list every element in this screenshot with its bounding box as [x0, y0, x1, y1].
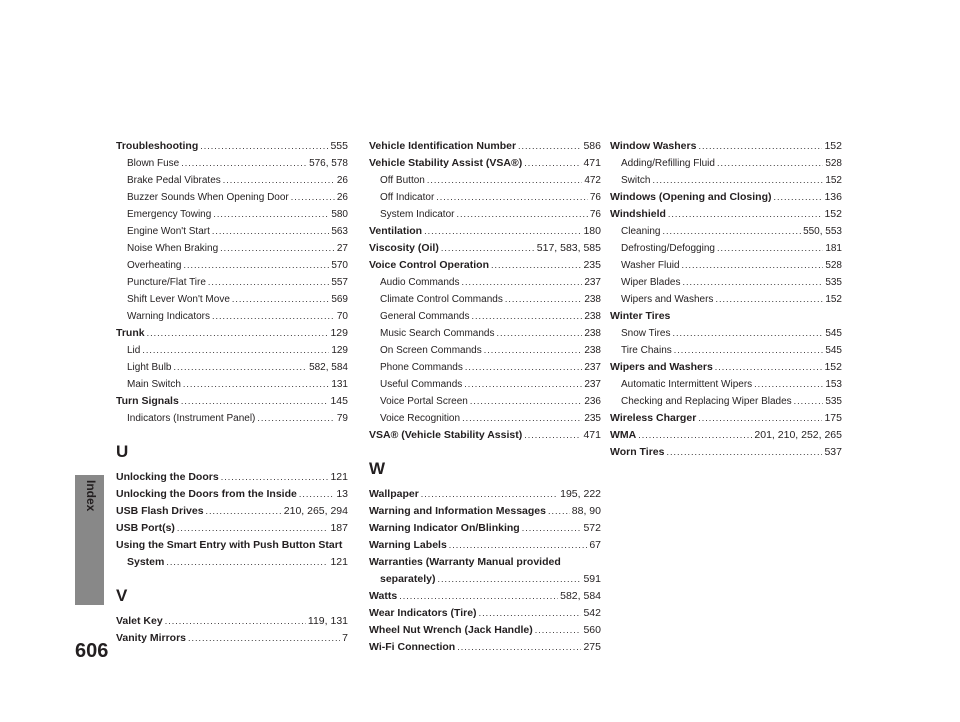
- page-reference[interactable]: 542: [583, 607, 601, 619]
- page-reference[interactable]: 13: [336, 488, 348, 500]
- index-term: Brake Pedal Vibrates: [127, 175, 221, 186]
- index-term: Viscosity (Oil): [369, 242, 439, 254]
- index-subentry[interactable]: [369, 376, 601, 393]
- page-reference[interactable]: 545: [825, 328, 842, 339]
- index-term: Warning and Information Messages: [369, 505, 546, 517]
- index-subentry[interactable]: [610, 342, 842, 359]
- index-term: Adding/Refilling Fluid: [621, 158, 715, 169]
- index-term: Wipers and Washers: [610, 361, 713, 373]
- index-entry[interactable]: [610, 138, 842, 155]
- index-subentry[interactable]: [116, 359, 348, 376]
- page-reference[interactable]: 119, 131: [307, 615, 348, 627]
- index-term: Off Indicator: [380, 192, 435, 203]
- dot-leader: [165, 613, 306, 630]
- index-term: Blown Fuse: [127, 158, 180, 169]
- index-term: Windshield: [610, 208, 666, 220]
- dot-leader: [672, 325, 823, 342]
- index-term: Valet Key: [116, 615, 163, 627]
- dot-leader: [470, 393, 582, 410]
- dot-leader: [456, 206, 587, 223]
- index-entry[interactable]: [369, 605, 601, 622]
- dot-leader: [449, 537, 588, 554]
- page-reference[interactable]: 471: [583, 157, 601, 169]
- index-subentry[interactable]: [116, 206, 348, 223]
- dot-leader: [441, 240, 535, 257]
- dot-leader: [698, 410, 822, 427]
- page-reference[interactable]: 187: [330, 522, 348, 534]
- dot-leader: [461, 274, 582, 291]
- index-subentry[interactable]: [116, 410, 348, 427]
- index-term: Winter Tires: [610, 310, 671, 322]
- page-reference[interactable]: 136: [824, 191, 842, 203]
- index-term: Voice Recognition: [380, 413, 461, 424]
- side-tab-label: Index: [84, 480, 98, 512]
- index-term: Wi-Fi Connection: [369, 641, 456, 653]
- page-number: 606: [75, 640, 109, 662]
- index-term: Phone Commands: [380, 362, 463, 373]
- dot-leader: [754, 376, 823, 393]
- page-reference[interactable]: 26: [336, 175, 348, 186]
- index-entry[interactable]: [369, 155, 601, 172]
- index-entry[interactable]: [369, 639, 601, 656]
- index-term: Wheel Nut Wrench (Jack Handle): [369, 624, 533, 636]
- dot-leader: [221, 469, 329, 486]
- index-subentry[interactable]: [610, 291, 842, 308]
- page-reference[interactable]: 582, 584: [309, 362, 348, 373]
- index-term: Unlocking the Doors: [116, 471, 219, 483]
- page-reference[interactable]: 582, 584: [560, 590, 601, 602]
- index-term: On Screen Commands: [380, 345, 482, 356]
- dot-leader: [142, 342, 329, 359]
- index-entry[interactable]: [369, 138, 601, 155]
- index-term: Climate Control Commands: [380, 294, 503, 305]
- index-term: Wipers and Washers: [621, 294, 714, 305]
- index-entry[interactable]: [369, 554, 601, 588]
- index-term: Checking and Replacing Wiper Blades: [621, 396, 792, 407]
- dot-leader: [668, 206, 823, 223]
- index-subentry[interactable]: [369, 206, 601, 223]
- page-reference[interactable]: 129: [330, 327, 348, 339]
- index-term: Warning Indicators: [127, 311, 210, 322]
- page-reference[interactable]: 275: [583, 641, 601, 653]
- index-term: Voice Portal Screen: [380, 396, 468, 407]
- index-entry[interactable]: [369, 588, 601, 605]
- index-term: Troubleshooting: [116, 140, 199, 152]
- index-subentry[interactable]: [116, 376, 348, 393]
- page-reference[interactable]: 237: [584, 277, 601, 288]
- dot-leader: [208, 274, 329, 291]
- dot-leader: [399, 588, 558, 605]
- index-subentry[interactable]: [369, 291, 601, 308]
- index-subentry[interactable]: [610, 257, 842, 274]
- page-reference[interactable]: 557: [331, 277, 348, 288]
- index-entry[interactable]: [610, 427, 842, 444]
- page-reference[interactable]: 537: [824, 446, 842, 458]
- index-subentry[interactable]: [610, 155, 842, 172]
- index-section-letter: U: [116, 442, 129, 461]
- index-term: Wear Indicators (Tire): [369, 607, 477, 619]
- dot-leader: [479, 605, 582, 622]
- dot-leader: [666, 444, 822, 461]
- index-subentry[interactable]: [610, 376, 842, 393]
- dot-leader: [682, 274, 823, 291]
- dot-leader: [424, 223, 581, 240]
- index-term: WMA: [610, 429, 637, 441]
- page-reference[interactable]: 181: [825, 243, 842, 254]
- index-term: Overheating: [127, 260, 182, 271]
- index-term: Music Search Commands: [380, 328, 495, 339]
- index-entry[interactable]: [116, 138, 348, 155]
- dot-leader: [183, 257, 329, 274]
- index-term: Using the Smart Entry with Push Button Start: [116, 539, 343, 551]
- page-reference[interactable]: 195, 222: [560, 488, 601, 500]
- index-entry[interactable]: [116, 393, 348, 410]
- page-reference[interactable]: 238: [584, 345, 601, 356]
- page-reference[interactable]: 153: [825, 379, 842, 390]
- dot-leader: [682, 257, 824, 274]
- dot-leader: [173, 359, 307, 376]
- page-reference[interactable]: 528: [825, 158, 842, 169]
- page-reference[interactable]: 67: [589, 539, 601, 551]
- page-reference[interactable]: 236: [584, 396, 601, 407]
- index-column-1: [116, 138, 348, 647]
- index-term-continued: separately): [380, 573, 436, 585]
- dot-leader: [147, 325, 329, 342]
- page-reference[interactable]: 79: [336, 413, 348, 424]
- page-reference[interactable]: 238: [584, 294, 601, 305]
- dot-leader: [200, 138, 328, 155]
- page-reference[interactable]: 121: [330, 556, 348, 568]
- index-term: Lid: [127, 345, 141, 356]
- index-term: Useful Commands: [380, 379, 463, 390]
- index-term: Engine Won't Start: [127, 226, 210, 237]
- page-reference[interactable]: 152: [824, 140, 842, 152]
- index-subentry[interactable]: [610, 172, 842, 189]
- dot-leader: [652, 172, 823, 189]
- dot-leader: [220, 240, 335, 257]
- index-entry[interactable]: [610, 308, 842, 325]
- dot-leader: [773, 189, 822, 206]
- page-reference[interactable]: 70: [336, 311, 348, 322]
- index-subentry[interactable]: [369, 359, 601, 376]
- page-reference[interactable]: 528: [825, 260, 842, 271]
- index-term: Defrosting/Defogging: [621, 243, 715, 254]
- index-term: Vehicle Stability Assist (VSA®): [369, 157, 523, 169]
- index-entry[interactable]: [369, 537, 601, 554]
- index-term: Tire Chains: [621, 345, 672, 356]
- index-subentry[interactable]: [369, 410, 601, 427]
- index-term: Wiper Blades: [621, 277, 681, 288]
- page-reference[interactable]: 569: [331, 294, 348, 305]
- index-subentry[interactable]: [116, 342, 348, 359]
- index-term-continued: System: [127, 556, 165, 568]
- dot-leader: [548, 503, 570, 520]
- index-term: Audio Commands: [380, 277, 460, 288]
- page-reference[interactable]: 88, 90: [571, 505, 601, 517]
- dot-leader: [188, 630, 340, 647]
- index-entry[interactable]: [116, 630, 348, 647]
- index-term: System Indicator: [380, 209, 455, 220]
- index-entry[interactable]: [369, 223, 601, 240]
- index-subentry[interactable]: [610, 274, 842, 291]
- page-reference[interactable]: 472: [584, 175, 601, 186]
- dot-leader: [715, 359, 823, 376]
- index-subentry[interactable]: [116, 291, 348, 308]
- dot-leader: [183, 376, 329, 393]
- index-term: Ventilation: [369, 225, 423, 237]
- dot-leader: [794, 393, 824, 410]
- index-subentry[interactable]: [116, 172, 348, 189]
- page-reference[interactable]: 7: [342, 632, 348, 644]
- page-reference[interactable]: 517, 583, 585: [536, 242, 601, 254]
- index-entry[interactable]: [369, 503, 601, 520]
- index-subentry[interactable]: [116, 189, 348, 206]
- dot-leader: [662, 223, 801, 240]
- dot-leader: [522, 520, 582, 537]
- dot-leader: [717, 240, 823, 257]
- index-term: Worn Tires: [610, 446, 665, 458]
- index-subentry[interactable]: [610, 240, 842, 257]
- index-subentry[interactable]: [116, 155, 348, 172]
- index-term: Turn Signals: [116, 395, 179, 407]
- page-reference[interactable]: 535: [825, 277, 842, 288]
- page-reference[interactable]: 76: [589, 192, 601, 203]
- index-section-letter: V: [116, 586, 128, 605]
- page-reference[interactable]: 235: [584, 413, 601, 424]
- page-reference[interactable]: 26: [336, 192, 348, 203]
- dot-leader: [717, 155, 823, 172]
- index-entry[interactable]: [369, 257, 601, 274]
- page-reference[interactable]: 572: [583, 522, 601, 534]
- dot-leader: [212, 308, 335, 325]
- page-reference[interactable]: 27: [336, 243, 348, 254]
- page-reference[interactable]: 576, 578: [309, 158, 348, 169]
- index-entry[interactable]: [369, 486, 601, 503]
- dot-leader: [223, 172, 335, 189]
- index-entry[interactable]: [116, 486, 348, 503]
- index-term: Vehicle Identification Number: [369, 140, 517, 152]
- index-entry[interactable]: [369, 240, 601, 257]
- dot-leader: [437, 571, 581, 588]
- index-term: Main Switch: [127, 379, 181, 390]
- index-term: Warranties (Warranty Manual provided: [369, 556, 561, 568]
- page-reference[interactable]: 152: [825, 175, 842, 186]
- index-term: Off Button: [380, 175, 425, 186]
- dot-leader: [674, 342, 824, 359]
- index-entry[interactable]: [116, 520, 348, 537]
- index-column-3: [610, 138, 842, 461]
- page-reference[interactable]: 586: [583, 140, 601, 152]
- index-subentry[interactable]: [369, 308, 601, 325]
- page-reference[interactable]: 237: [584, 379, 601, 390]
- index-section-letter: W: [369, 459, 386, 478]
- page-reference[interactable]: 563: [331, 226, 348, 237]
- page-reference[interactable]: 131: [331, 379, 348, 390]
- dot-leader: [524, 155, 581, 172]
- index-term: Buzzer Sounds When Opening Door: [127, 192, 289, 203]
- index-entry[interactable]: [369, 520, 601, 537]
- index-entry[interactable]: [610, 206, 842, 223]
- dot-leader: [715, 291, 823, 308]
- index-term: Wireless Charger: [610, 412, 697, 424]
- index-subentry[interactable]: [116, 274, 348, 291]
- dot-leader: [491, 257, 581, 274]
- page-reference[interactable]: 121: [330, 471, 348, 483]
- dot-leader: [206, 503, 282, 520]
- index-term: Voice Control Operation: [369, 259, 489, 271]
- dot-leader: [518, 138, 581, 155]
- page-reference[interactable]: 560: [583, 624, 601, 636]
- index-subentry[interactable]: [610, 325, 842, 342]
- index-term: Light Bulb: [127, 362, 172, 373]
- index-term: Puncture/Flat Tire: [127, 277, 206, 288]
- page-reference[interactable]: 210, 265, 294: [283, 505, 348, 517]
- index-entry[interactable]: [116, 503, 348, 520]
- index-entry[interactable]: [116, 325, 348, 342]
- index-term: Warning Labels: [369, 539, 447, 551]
- dot-leader: [421, 486, 558, 503]
- index-term: Switch: [621, 175, 651, 186]
- page-reference[interactable]: 535: [825, 396, 842, 407]
- index-subentry[interactable]: [116, 223, 348, 240]
- page-reference[interactable]: 145: [330, 395, 348, 407]
- index-entry[interactable]: [610, 410, 842, 427]
- dot-leader: [464, 376, 582, 393]
- index-column-2: [369, 138, 601, 656]
- index-entry[interactable]: [369, 427, 601, 444]
- index-term: USB Flash Drives: [116, 505, 204, 517]
- page-reference[interactable]: 471: [583, 429, 601, 441]
- page-reference[interactable]: 555: [330, 140, 348, 152]
- dot-leader: [496, 325, 582, 342]
- page-reference[interactable]: 591: [583, 573, 601, 585]
- index-term: Wallpaper: [369, 488, 419, 500]
- index-term: Window Washers: [610, 140, 697, 152]
- dot-leader: [181, 155, 307, 172]
- page-reference[interactable]: 238: [584, 328, 601, 339]
- page-reference[interactable]: 550, 553: [803, 226, 842, 237]
- dot-leader: [257, 410, 334, 427]
- index-term: Watts: [369, 590, 398, 602]
- dot-leader: [457, 639, 581, 656]
- index-entry[interactable]: [116, 613, 348, 630]
- index-subentry[interactable]: [369, 189, 601, 206]
- index-subentry[interactable]: [369, 172, 601, 189]
- index-term: Cleaning: [621, 226, 661, 237]
- index-term: Unlocking the Doors from the Inside: [116, 488, 297, 500]
- page-reference[interactable]: 545: [825, 345, 842, 356]
- index-entry[interactable]: [116, 469, 348, 486]
- page-reference[interactable]: 152: [824, 361, 842, 373]
- index-subentry[interactable]: [116, 257, 348, 274]
- dot-leader: [484, 342, 583, 359]
- index-term: Snow Tires: [621, 328, 671, 339]
- index-entry[interactable]: [116, 537, 348, 571]
- page-reference[interactable]: 180: [583, 225, 601, 237]
- page-reference[interactable]: 152: [824, 208, 842, 220]
- index-term: General Commands: [380, 311, 470, 322]
- dot-leader: [213, 206, 329, 223]
- dot-leader: [166, 554, 328, 571]
- index-entry[interactable]: [610, 444, 842, 461]
- dot-leader: [299, 486, 334, 503]
- index-subentry[interactable]: [369, 274, 601, 291]
- index-term: Windows (Opening and Closing): [610, 191, 772, 203]
- page-reference[interactable]: 175: [824, 412, 842, 424]
- dot-leader: [535, 622, 582, 639]
- page-reference[interactable]: 76: [589, 209, 601, 220]
- index-term: Automatic Intermittent Wipers: [621, 379, 753, 390]
- index-term: Washer Fluid: [621, 260, 680, 271]
- index-entry[interactable]: [610, 189, 842, 206]
- index-subentry[interactable]: [369, 342, 601, 359]
- dot-leader: [638, 427, 752, 444]
- dot-leader: [291, 189, 335, 206]
- index-subentry[interactable]: [610, 393, 842, 410]
- dot-leader: [181, 393, 329, 410]
- index-term: Indicators (Instrument Panel): [127, 413, 256, 424]
- index-term: VSA® (Vehicle Stability Assist): [369, 429, 523, 441]
- dot-leader: [232, 291, 329, 308]
- dot-leader: [471, 308, 582, 325]
- dot-leader: [505, 291, 582, 308]
- index-subentry[interactable]: [116, 240, 348, 257]
- index-subentry[interactable]: [369, 393, 601, 410]
- index-term: Warning Indicator On/Blinking: [369, 522, 520, 534]
- index-term: Trunk: [116, 327, 145, 339]
- index-term: Noise When Braking: [127, 243, 219, 254]
- dot-leader: [212, 223, 329, 240]
- page-reference[interactable]: 237: [584, 362, 601, 373]
- page-reference[interactable]: 238: [584, 311, 601, 322]
- dot-leader: [436, 189, 588, 206]
- index-term: Vanity Mirrors: [116, 632, 187, 644]
- dot-leader: [698, 138, 822, 155]
- page-reference[interactable]: 580: [331, 209, 348, 220]
- dot-leader: [524, 427, 581, 444]
- page-reference[interactable]: 129: [331, 345, 348, 356]
- index-entry[interactable]: [369, 622, 601, 639]
- index-term: USB Port(s): [116, 522, 175, 534]
- dot-leader: [427, 172, 582, 189]
- index-term: Emergency Towing: [127, 209, 212, 220]
- page-reference[interactable]: 570: [331, 260, 348, 271]
- index-subentry[interactable]: [116, 308, 348, 325]
- index-entry[interactable]: [610, 359, 842, 376]
- index-term: Shift Lever Won't Move: [127, 294, 230, 305]
- page-reference[interactable]: 235: [583, 259, 601, 271]
- dot-leader: [462, 410, 582, 427]
- dot-leader: [465, 359, 582, 376]
- index-subentry[interactable]: [369, 325, 601, 342]
- page-reference[interactable]: 152: [825, 294, 842, 305]
- dot-leader: [177, 520, 329, 537]
- index-subentry[interactable]: [610, 223, 842, 240]
- page-reference[interactable]: 201, 210, 252, 265: [754, 429, 842, 441]
